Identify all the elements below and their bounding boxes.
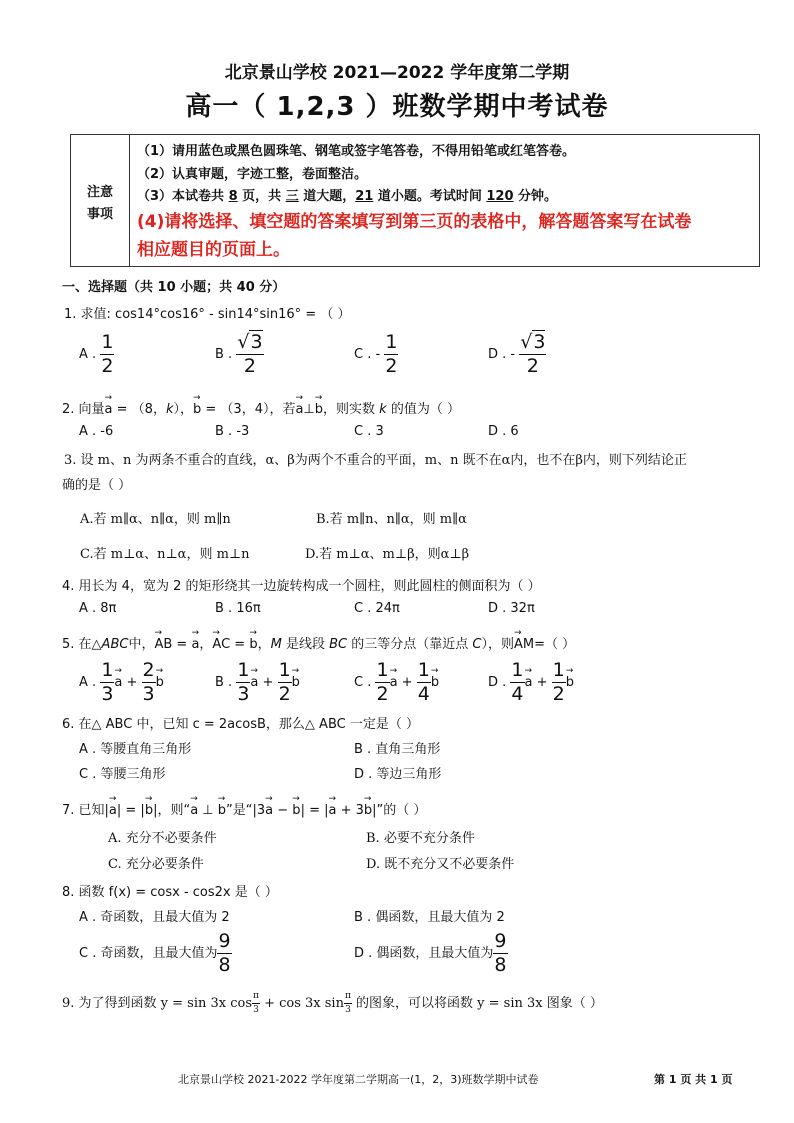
- q2-option-a: A . -6: [79, 424, 114, 439]
- q6-option-d: D . 等边三角形: [354, 767, 442, 782]
- q5-option-b: [215, 661, 300, 704]
- notice-box: [70, 134, 760, 267]
- q4-option-b: B . 16π: [215, 601, 261, 616]
- q2-vec-b2: → b: [315, 402, 323, 417]
- q5-b-vec-b: → b: [292, 675, 300, 690]
- q5-c-vec-b: → b: [431, 675, 439, 690]
- q1-option-c: [354, 333, 398, 376]
- q2-p5: ，则实数: [323, 402, 380, 417]
- q7-option-a: A. 充分不必要条件: [108, 831, 217, 846]
- q1-a-frac: [100, 333, 114, 376]
- q2-p4: = （3，4），若: [201, 402, 296, 417]
- q7-vec-a2: → a: [190, 803, 198, 818]
- q7-p3: |，则“: [153, 803, 191, 818]
- q8-option-c: [79, 932, 232, 975]
- q5-bc: BC: [329, 637, 348, 652]
- notice-line-3-b: 页，共: [237, 189, 286, 204]
- q2-option-b: B . -3: [215, 424, 250, 439]
- q2-option-c: C . 3: [354, 424, 384, 439]
- q7-p4: ⊥: [198, 803, 218, 818]
- notice-time: 120: [486, 189, 514, 204]
- q7-p5: ”是“|3: [226, 803, 266, 818]
- q8-stem: 8. 函数 f(x) = cosx - cos2x 是（ ）: [62, 885, 278, 900]
- q5-p3: =: [172, 637, 192, 652]
- q5-c-num1: 1: [376, 659, 389, 681]
- q5-d-frac1: [510, 661, 524, 704]
- q1-d-den: 2: [526, 355, 539, 377]
- q3-option-a: A.若 m∥α、n∥α，则 m∥n: [80, 512, 231, 527]
- notice-line-3: [137, 185, 557, 204]
- q5-c-vec-a: → a: [390, 675, 398, 690]
- notice-line-3-d: 道小题。考试时间: [373, 189, 487, 204]
- q7-vec-a3: → a: [265, 803, 273, 818]
- q5-a-frac2: [142, 661, 156, 704]
- q1-d-label: D . -: [488, 347, 516, 362]
- notice-sections: 三: [285, 189, 299, 204]
- q7-vec-a1: → a: [109, 803, 117, 818]
- q1-b-frac: [236, 333, 263, 376]
- q5-b-label: B .: [215, 675, 233, 690]
- q5-b-den2: 2: [278, 683, 291, 705]
- q9-stem: [62, 992, 603, 1015]
- notice-line-3-e: 分钟。: [513, 189, 558, 204]
- q8-c-label: C . 奇函数，且最大值为: [79, 946, 218, 961]
- q7-p1: 7. 已知|: [62, 803, 109, 818]
- notice-line-2: （2）认真审题，字迹工整，卷面整洁。: [137, 167, 368, 182]
- q7-p7: | = |: [300, 803, 329, 818]
- q5-d-label: D .: [488, 675, 507, 690]
- q9-frac1-num: π: [252, 992, 260, 1004]
- q2-p1: 2. 向量: [62, 402, 105, 417]
- q5-p1: 5. 在△: [62, 637, 102, 652]
- q8-c-num: 9: [218, 930, 231, 952]
- q5-a-vec-b: → b: [156, 675, 164, 690]
- q5-c-den1: 2: [376, 683, 389, 705]
- q5-p8: ），则: [481, 637, 514, 652]
- exam-title: 高一（ 1,2,3 ）班数学期中考试卷: [185, 92, 609, 122]
- q6-option-c: C . 等腰三角形: [79, 767, 166, 782]
- q8-d-den: 8: [494, 954, 507, 976]
- q6-option-a: A . 等腰直角三角形: [79, 742, 192, 757]
- q2-stem: [62, 398, 460, 417]
- q9-p1: 9. 为了得到函数 y = sin 3x cos: [62, 996, 253, 1011]
- q5-a-num2: 2: [142, 659, 155, 681]
- q7-stem: [62, 799, 426, 818]
- q4-option-d: D . 32π: [488, 601, 535, 616]
- q5-a-label: A .: [79, 675, 97, 690]
- notice-questions: 21: [355, 189, 374, 204]
- q2-p3: ），: [173, 402, 193, 417]
- q1-a-num: 1: [101, 331, 114, 353]
- q1-option-b: [215, 333, 264, 376]
- q8-d-frac: [493, 932, 507, 975]
- q1-d-radicand: 3: [533, 331, 546, 353]
- q1-b-label: B .: [215, 347, 233, 362]
- q5-p2: 中，: [128, 637, 155, 652]
- q5-d-frac2: [552, 661, 566, 704]
- q1-c-label: C . -: [354, 347, 381, 362]
- q2-p6: 的值为（ ）: [386, 402, 460, 417]
- q1-option-a: [79, 333, 114, 376]
- q7-vec-b2: → b: [218, 803, 226, 818]
- q8-option-a: A . 奇函数，且最大值为 2: [79, 910, 230, 925]
- q8-d-num: 9: [494, 930, 507, 952]
- q7-vec-b4: → b: [364, 803, 372, 818]
- q6-stem: 6. 在△ ABC 中，已知 c = 2acosB，那么△ ABC 一定是（ ）: [62, 717, 419, 732]
- q5-c-den2: 4: [417, 683, 430, 705]
- q7-option-c: C. 充分必要条件: [108, 857, 204, 872]
- q2-option-d: D . 6: [488, 424, 519, 439]
- q5-b-frac1: [236, 661, 250, 704]
- q1-b-radicand: 3: [250, 331, 263, 353]
- q5-b-frac2: [278, 661, 292, 704]
- q5-c-label: C .: [354, 675, 372, 690]
- q9-frac2: [344, 992, 352, 1015]
- q5-vec-ac: → AC: [212, 637, 230, 652]
- q9-frac2-den: 3: [345, 1005, 351, 1015]
- q5-d-vec-a: → a: [525, 675, 533, 690]
- q5-b-plus: +: [258, 675, 278, 690]
- notice-line-4: (4)请将选择、填空题的答案填写到第三页的表格中，解答题答案写在试卷: [137, 212, 692, 232]
- notice-line-1: （1）请用蓝色或黑色圆珠笔、钢笔或签字笔答卷，不得用铅笔或红笔答卷。: [137, 144, 576, 159]
- q5-vec-b: → b: [249, 637, 257, 652]
- q5-option-d: [488, 661, 574, 704]
- notice-pages: 8: [228, 189, 238, 204]
- q5-option-c: [354, 661, 439, 704]
- q1-c-den: 2: [385, 355, 398, 377]
- q7-vec-b1: → b: [145, 803, 153, 818]
- q9-frac1-den: 3: [253, 1005, 259, 1015]
- q5-b-num2: 1: [278, 659, 291, 681]
- q4-stem: 4. 用长为 4，宽为 2 的矩形绕其一边旋转构成一个圆柱，则此圆柱的侧面积为（ ）: [62, 579, 541, 594]
- q7-vec-b3: → b: [292, 803, 300, 818]
- q5-c-frac1: [375, 661, 389, 704]
- q1-a-den: 2: [101, 355, 114, 377]
- school-header: 北京景山学校 2021—2022 学年度第二学期: [224, 63, 570, 83]
- q5-d-den2: 2: [552, 683, 565, 705]
- q1-a-label: A .: [79, 347, 97, 362]
- q5-a-frac1: [100, 661, 114, 704]
- q5-a-plus: +: [122, 675, 142, 690]
- q5-a-vec-a: → a: [114, 675, 122, 690]
- q3-option-c: C.若 m⊥α、n⊥α，则 m⊥n: [80, 547, 250, 562]
- q5-d-num2: 1: [552, 659, 565, 681]
- q5-c: C: [472, 637, 482, 652]
- q7-option-d: D. 既不充分又不必要条件: [366, 857, 515, 872]
- q7-p9: |”的（ ）: [372, 803, 427, 818]
- q2-k: k: [165, 402, 174, 417]
- q5-d-den1: 4: [511, 683, 524, 705]
- q5-m: M: [270, 637, 282, 652]
- q5-p7: 的三等分点（靠近点: [347, 637, 473, 652]
- q5-option-a: [79, 661, 164, 704]
- q5-c-plus: +: [397, 675, 417, 690]
- q5-p9: =（ ）: [534, 637, 576, 652]
- q8-d-label: D . 偶函数，且最大值为: [354, 946, 494, 961]
- q1-c-frac: [384, 333, 398, 376]
- notice-line-3-c: 道大题，: [298, 189, 356, 204]
- q5-b-den1: 3: [237, 683, 250, 705]
- q3-stem-line1: 3. 设 m、n 为两条不重合的直线，α、β为两个不重合的平面，m、n 既不在α内，也不在β内，则下列结论正: [64, 453, 687, 468]
- q7-option-b: B. 必要不充分条件: [366, 831, 475, 846]
- footer-title: 北京景山学校 2021-2022 学年度第二学期高一(1，2，3)班数学期中试卷: [178, 1073, 539, 1086]
- q5-a-num1: 1: [101, 659, 114, 681]
- q8-option-b: B . 偶函数，且最大值为 2: [354, 910, 505, 925]
- q9-p3: 的图象，可以将函数 y = sin 3x 图象（ ）: [351, 996, 603, 1011]
- q7-vec-a4: → a: [328, 803, 336, 818]
- q5-eq2: =: [230, 637, 250, 652]
- q5-vec-am: → AM: [514, 637, 534, 652]
- q7-p8: + 3: [336, 803, 364, 818]
- q3-option-b: B.若 m∥n、n∥α，则 m∥α: [316, 512, 467, 527]
- q1-c-num: 1: [385, 331, 398, 353]
- q1-option-d: [488, 333, 546, 376]
- notice-label: [71, 135, 130, 266]
- notice-label-line1: 注意: [86, 185, 113, 200]
- q5-a-den2: 3: [142, 683, 155, 705]
- q5-b-num1: 1: [237, 659, 250, 681]
- q4-option-c: C . 24π: [354, 601, 400, 616]
- q9-p2: + cos 3x sin: [259, 996, 344, 1011]
- q7-p2: | = |: [116, 803, 145, 818]
- notice-line-5: 相应题目的页面上。: [137, 240, 290, 260]
- q2-k2: k: [379, 402, 387, 417]
- q1-d-num: √3: [520, 331, 546, 353]
- q8-option-d: [354, 932, 508, 975]
- q2-vec-a: → a: [105, 402, 113, 417]
- page-number: 第 1 页 共 1 页: [654, 1073, 733, 1086]
- q5-abc: ABC: [101, 637, 129, 652]
- section-heading: 一、选择题（共 10 小题；共 40 分）: [62, 280, 286, 295]
- q5-p6: 是线段: [281, 637, 330, 652]
- q5-a-den1: 3: [101, 683, 114, 705]
- q5-comma1: ，: [199, 637, 213, 652]
- q8-c-frac: [217, 932, 231, 975]
- q4-option-a: A . 8π: [79, 601, 117, 616]
- q1-d-frac: [519, 333, 546, 376]
- q5-b-vec-a: → a: [250, 675, 258, 690]
- q2-p2: = （8，: [112, 402, 166, 417]
- q5-comma2: ，: [257, 637, 271, 652]
- q9-frac1: [252, 992, 260, 1015]
- q2-perp: ⊥: [303, 402, 315, 417]
- q5-vec-a: → a: [191, 637, 199, 652]
- q5-d-num1: 1: [511, 659, 524, 681]
- q6-option-b: B . 直角三角形: [354, 742, 441, 757]
- q5-stem: [62, 633, 575, 652]
- q2-vec-b: → b: [193, 402, 201, 417]
- notice-line-3-a: （3）本试卷共: [137, 189, 229, 204]
- q1-b-num: √3: [237, 331, 263, 353]
- q1-stem: 1. 求值: cos14°cos16° - sin14°sin16° = （ ）: [64, 307, 351, 322]
- q1-b-den: 2: [243, 355, 256, 377]
- q5-d-plus: +: [532, 675, 552, 690]
- q9-frac2-num: π: [344, 992, 352, 1004]
- notice-label-line2: 事项: [86, 207, 113, 222]
- q5-vec-ab: → AB: [154, 637, 172, 652]
- q7-p6: −: [273, 803, 293, 818]
- q5-c-num2: 1: [417, 659, 430, 681]
- q3-option-d: D.若 m⊥α、m⊥β，则α⊥β: [305, 547, 470, 562]
- q5-c-frac2: [417, 661, 431, 704]
- q8-c-den: 8: [218, 954, 231, 976]
- q3-stem-line2: 确的是（ ）: [62, 478, 132, 493]
- q5-d-vec-b: → b: [566, 675, 574, 690]
- q2-vec-a2: → a: [295, 402, 303, 417]
